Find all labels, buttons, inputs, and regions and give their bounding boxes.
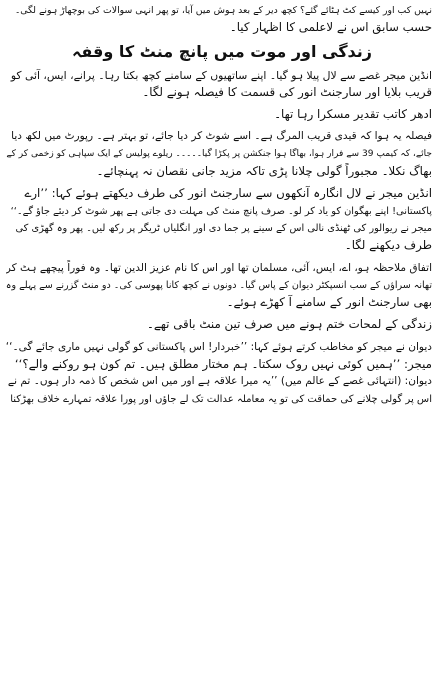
- text-line: میجر نے ریوالور کی ٹھنڈی نالی اس کے سینے پر جما دی اور انگلیاں ٹریگر پر رکھ لیں۔ پھر وہ گھڑی کی: [15, 222, 432, 234]
- text-line: میجر: ’’ہمیں کوئی نہیں روک سکتا۔ ہم مختار مطلق ہیں۔ تم کون ہو روکنے والے؟‘‘: [14, 357, 432, 372]
- text-line: بھاگ نکلا۔ مجبوراً گولی چلانا پڑی تاکہ مزید جانی نقصان نہ پہنچائے۔: [96, 164, 432, 179]
- text-line: دیوان نے میجر کو مخاطب کرتے ہوئے کہا: ’’خبردار! اس پاکستانی کو گولی نہیں ماری جائے گی۔‘‘: [6, 340, 432, 353]
- text-line: فیصلہ یہ ہوا کہ قیدی قریب المرگ ہے۔ اسے شوٹ کر دیا جائے، تو بہتر ہے۔ رپورٹ میں لکھ دیا: [11, 130, 432, 143]
- text-line: ادھر کاتب تقدیر مسکرا رہا تھا۔: [274, 107, 432, 122]
- text-line: دیوان: (انتہائی غصے کے عالم میں) ’’یہ میرا علاقہ ہے اور میں اس شخص کا ذمہ دار ہوں۔ تم نے: [7, 375, 432, 388]
- text-line: انڈین میجر غصے سے لال پیلا ہو گیا۔ اپنے ساتھیوں کے سامنے کچھ بکتا رہا۔ پرانے، ایس، آئی کو: [10, 68, 432, 82]
- text-line: جائے، کہ کیمپ 39 سے فرار ہوا، بھاگا ہوا جنکشن پر پکڑا گیا۔۔۔۔۔ ریلوے پولیس کے ایک سپاہی کو زخمی کر کے: [6, 148, 432, 159]
- text-line: بھی سارجنٹ انور کے سامنے آ کھڑے ہوئے۔: [226, 295, 432, 310]
- text-line: زندگی کے لمحات ختم ہونے میں صرف تین منٹ باقی تھے۔: [146, 317, 432, 332]
- text-line: قریب بلایا اور سارجنٹ انور کی قسمت کا فیصلہ ہونے لگا۔: [142, 84, 432, 99]
- text-line: اتفاق ملاحظہ ہو، اے، ایس، آئی، مسلمان تھا اور اس کا نام عزیز الدین تھا۔ وہ فوراً پیچھے ہٹ کر: [6, 261, 432, 274]
- text-line: پاکستانی! اپنے بھگوان کو یاد کر لو۔ صرف پانچ منٹ کی مہلت دی جاتی ہے پھر شوٹ کر دیئے جاؤ گے۔‘‘: [10, 205, 432, 217]
- text-line: انڈین میجر نے لال انگارہ آنکھوں سے سارجنٹ انور کی طرف دیکھتے ہوئے کہا: ’’ارے: [24, 186, 432, 201]
- text-line: اس پر گولی چلانے کی حماقت کی تو یہ معاملہ عدالت تک لے جاؤں اور پورا علاقہ تمہارے خلاف بھڑکنا: [10, 393, 432, 405]
- text-line: نہیں کب اور کیسے کٹ ہٹائے گئے؟ کچھ دیر کے بعد ہوش میں آیا، تو پھر انہی سوالات کی بوچھاڑ ہونے لگی۔: [14, 5, 432, 16]
- text-line: تھانہ سراؤں کے سب انسپکٹر دیوان کے پاس گیا۔ دونوں نے کچھ کانا پھوسی کی۔ دو منٹ گزرنے سے پہلے وہ: [6, 279, 432, 291]
- section-heading: زندگی اور موت میں پانچ منٹ کا وقفہ: [72, 41, 372, 61]
- text-line: طرف دیکھنے لگا۔: [344, 238, 432, 253]
- text-line: حسب سابق اس نے لاعلمی کا اظہار کیا۔: [229, 20, 432, 35]
